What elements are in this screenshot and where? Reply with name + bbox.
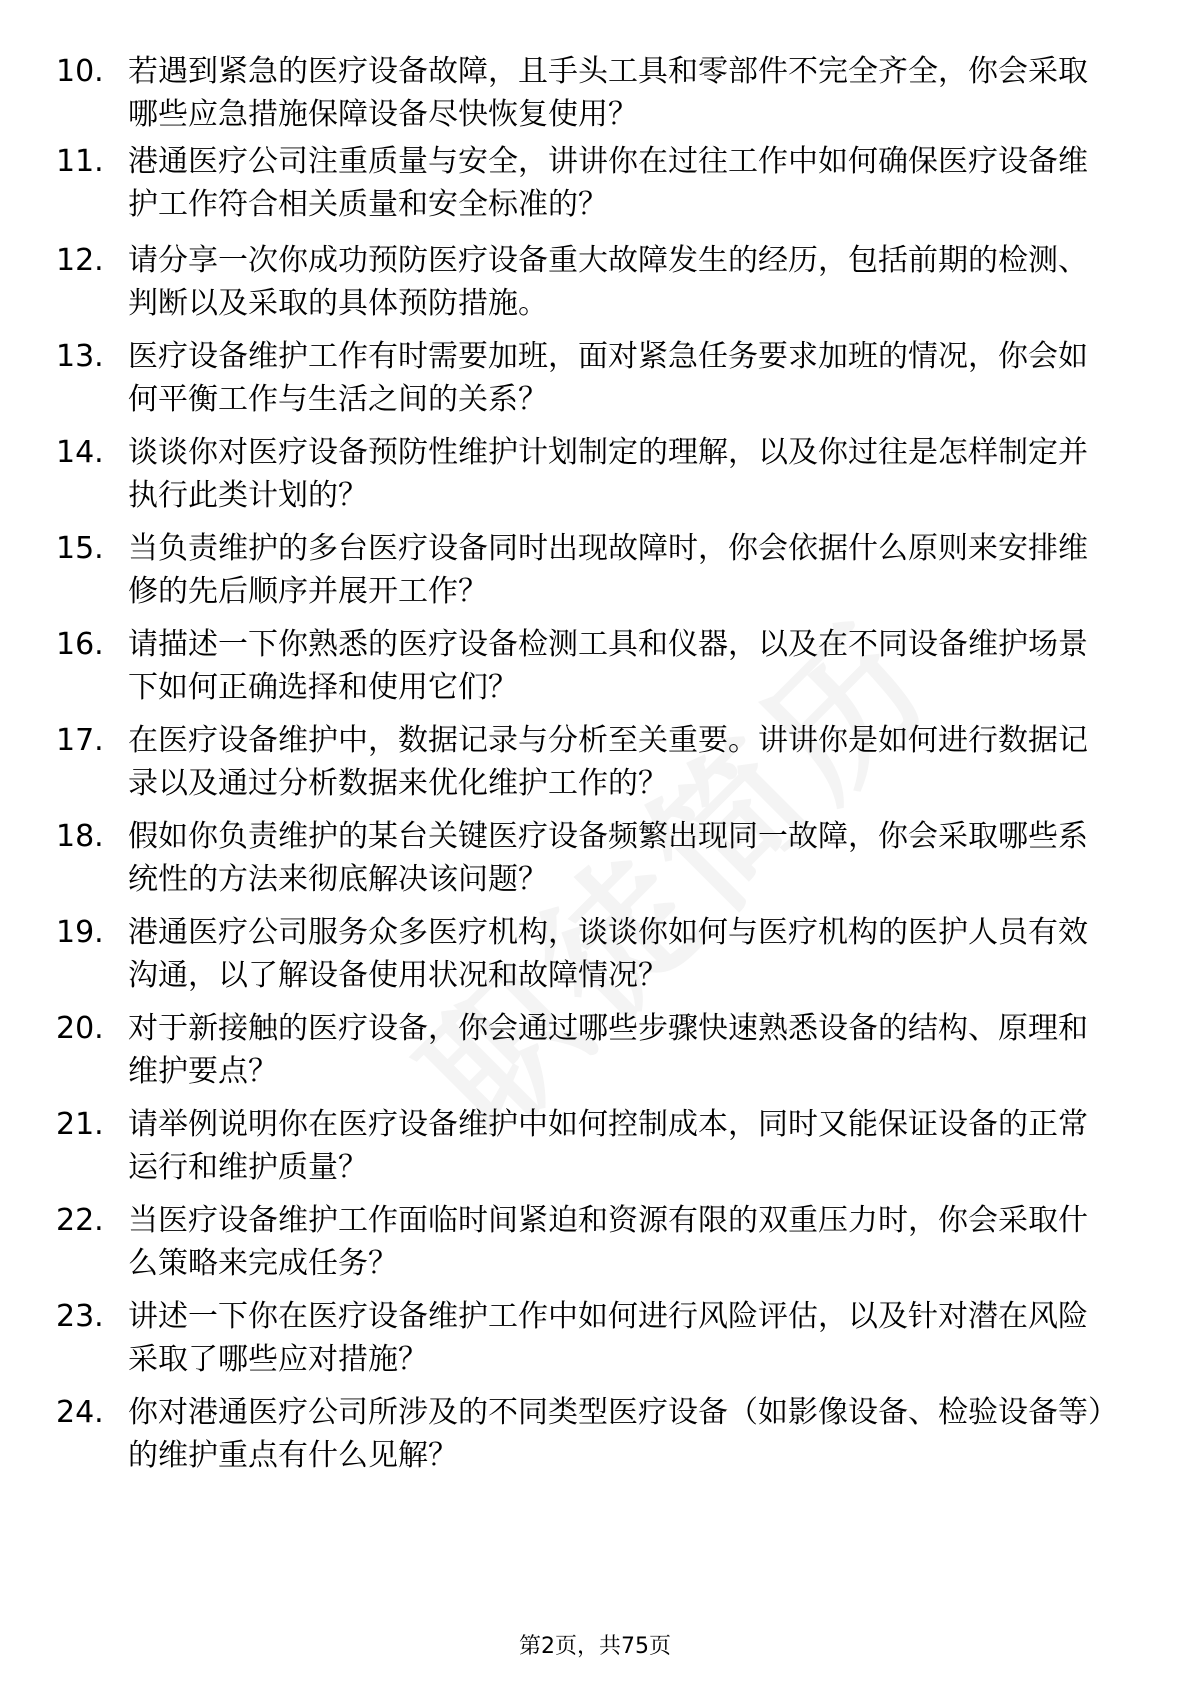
question-text: 谈谈你对医疗设备预防性维护计划制定的理解，以及你过往是怎样制定并执行此类计划的？ <box>128 435 1088 513</box>
question-text: 请描述一下你熟悉的医疗设备检测工具和仪器，以及在不同设备维护场景下如何正确选择和使用它们？ <box>128 627 1088 705</box>
question-text: 讲述一下你在医疗设备维护工作中如何进行风险评估，以及针对潜在风险采取了哪些应对措施？ <box>128 1299 1088 1377</box>
question-item <box>56 1391 1116 1477</box>
question-number: 19. <box>56 915 104 950</box>
question-number: 23. <box>56 1299 104 1334</box>
question-number: 21. <box>56 1107 104 1142</box>
question-number: 20. <box>56 1011 104 1046</box>
question-item <box>56 911 1116 997</box>
question-item <box>56 431 1116 517</box>
question-item <box>56 1199 1116 1285</box>
question-item <box>56 719 1116 805</box>
question-number: 15. <box>56 531 104 566</box>
question-text: 港通医疗公司注重质量与安全，讲讲你在过往工作中如何确保医疗设备维护工作符合相关质量和安全标准的？ <box>128 144 1088 222</box>
question-item <box>56 50 1116 136</box>
question-item <box>56 335 1116 421</box>
question-text: 请分享一次你成功预防医疗设备重大故障发生的经历，包括前期的检测、判断以及采取的具体预防措施。 <box>128 243 1088 321</box>
question-text: 港通医疗公司服务众多医疗机构，谈谈你如何与医疗机构的医护人员有效沟通，以了解设备使用状况和故障情况？ <box>128 915 1088 993</box>
question-text: 医疗设备维护工作有时需要加班，面对紧急任务要求加班的情况，你会如何平衡工作与生活之间的关系？ <box>128 339 1088 417</box>
question-text: 假如你负责维护的某台关键医疗设备频繁出现同一故障，你会采取哪些系统性的方法来彻底解决该问题？ <box>128 819 1088 897</box>
question-item <box>56 1295 1116 1381</box>
question-item <box>56 623 1116 709</box>
question-item <box>56 1103 1116 1189</box>
question-text: 在医疗设备维护中，数据记录与分析至关重要。讲讲你是如何进行数据记录以及通过分析数据来优化维护工作的？ <box>128 723 1088 801</box>
question-item <box>56 815 1116 901</box>
question-item <box>56 1007 1116 1093</box>
question-number: 22. <box>56 1203 104 1238</box>
question-number: 24. <box>56 1395 104 1430</box>
question-number: 11. <box>56 144 104 179</box>
question-number: 10. <box>56 54 104 89</box>
question-text: 当医疗设备维护工作面临时间紧迫和资源有限的双重压力时，你会采取什么策略来完成任务？ <box>128 1203 1088 1281</box>
question-item <box>56 239 1116 325</box>
question-number: 16. <box>56 627 104 662</box>
question-number: 17. <box>56 723 104 758</box>
question-item <box>56 140 1116 226</box>
question-text: 若遇到紧急的医疗设备故障，且手头工具和零部件不完全齐全，你会采取哪些应急措施保障设备尽快恢复使用？ <box>128 54 1088 132</box>
question-item <box>56 527 1116 613</box>
question-number: 18. <box>56 819 104 854</box>
question-text: 你对港通医疗公司所涉及的不同类型医疗设备（如影像设备、检验设备等）的维护重点有什么见解？ <box>128 1395 1103 1473</box>
question-text: 当负责维护的多台医疗设备同时出现故障时，你会依据什么原则来安排维修的先后顺序并展开工作？ <box>128 531 1088 609</box>
question-number: 12. <box>56 243 104 278</box>
question-text: 请举例说明你在医疗设备维护中如何控制成本，同时又能保证设备的正常运行和维护质量？ <box>128 1107 1088 1185</box>
question-text: 对于新接触的医疗设备，你会通过哪些步骤快速熟悉设备的结构、原理和维护要点？ <box>128 1011 1088 1089</box>
page-footer: 第2页，共75页 <box>519 1634 671 1659</box>
question-number: 13. <box>56 339 104 374</box>
question-number: 14. <box>56 435 104 470</box>
